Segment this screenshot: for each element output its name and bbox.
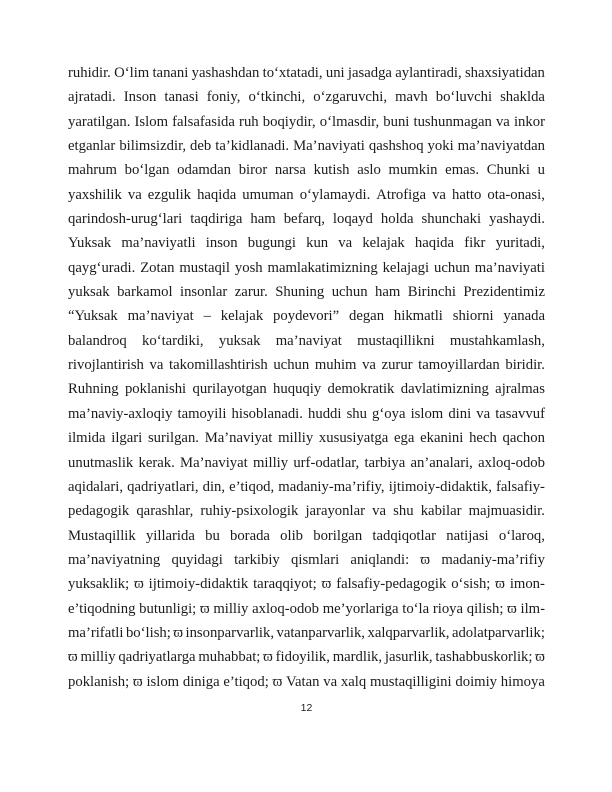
text-line: ilmida ilgari surilgan. Ma’naviyat milliy xususiyatga ega ekanini hech qachon: [68, 430, 545, 447]
text-line: mahrum bo‘lgan odamdan biror narsa kutish aslo mumkin emas. Chunki u: [68, 162, 545, 179]
text-line: unutmaslik kerak. Ma’naviyat milliy urf-odatlar, tarbiya an’analari, axloq-odob: [68, 454, 545, 471]
text-line: ma’naviy-axloqiy tamoyili hisoblanadi. huddi shu g‘oya islom dini va tasavvuf: [68, 405, 545, 422]
text-line: qayg‘uradi. Zotan mustaqil yosh mamlakatimizning kelajagi uchun ma’naviyati: [68, 259, 545, 276]
page-number: 12: [300, 702, 313, 714]
text-line: yaxshilik va ezgulik haqida umuman o‘ylamaydi. Atrofiga va hatto ota-onasi,: [68, 186, 545, 203]
text-line: yuksak barkamol insonlar zarur. Shuning uchun ham Birinchi Prezidentimiz: [68, 284, 545, 301]
text-line: Ruhning poklanishi qurilayotgan huquqiy demokratik davlatimizning ajralmas: [68, 381, 545, 398]
text-line: ϖ milliy qadriyatlarga muhabbat; ϖ fidoyilik, mardlik, jasurlik, tashabbuskorlik; ϖ: [68, 649, 545, 666]
text-line: rivojlantirish va takomillashtirish uchun muhim va zurur tamoyillardan biridir.: [68, 357, 545, 374]
text-line: aqidalari, qadriyatlari, din, e’tiqod, madaniy-ma’rifiy, ijtimoiy-didaktik, falsafiy-: [68, 478, 545, 495]
body-text: [68, 61, 545, 694]
text-line: Mustaqillik yillarida bu borada olib borilgan tadqiqotlar natijasi o‘laroq,: [68, 527, 545, 544]
text-line: “Yuksak ma’naviyat – kelajak poydevori” degan hikmatli shiorni yanada: [68, 308, 545, 325]
text-line: ruhidir. O‘lim tanani yashashdan to‘xtatadi, uni jasadga aylantiradi, shaxsiyatidan: [68, 65, 545, 81]
text-line: ma’rifatli bo‘lish; ϖ insonparvarlik, vatanparvarlik, xalqparvarlik, adolatparvarlik;: [68, 624, 545, 641]
text-line: ma’naviyatning quyidagi tarkibiy qismlari aniqlandi: ϖ madaniy-ma’rifiy: [68, 551, 545, 568]
text-line: qarindosh-urug‘lari taqdiriga ham befarq, loqayd holda shunchaki yashaydi.: [68, 211, 545, 228]
text-line: ajratadi. Inson tanasi foniy, o‘tkinchi, o‘zgaruvchi, mavh bo‘luvchi shaklda: [68, 89, 545, 106]
text-line: etganlar bilimsizdir, deb ta’kidlanadi. Ma’naviyati qashshoq yoki ma’naviyatdan: [68, 138, 545, 155]
text-line: Yuksak ma’naviyatli inson bugungi kun va kelajak haqida fikr yuritadi,: [68, 235, 545, 252]
text-line: e’tiqodning butunligi; ϖ milliy axloq-odob me’yorlariga to‘la rioya qilish; ϖ ilm-: [68, 600, 545, 617]
text-line: yuksaklik; ϖ ijtimoiy-didaktik taraqqiyot; ϖ falsafiy-pedagogik o‘sish; ϖ imon-: [68, 576, 545, 593]
text-line: pedagogik qarashlar, ruhiy-psixologik jarayonlar va shu kabilar majmuasidir.: [68, 503, 545, 520]
text-line: poklanish; ϖ islom diniga e’tiqod; ϖ Vatan va xalq mustaqilligini doimiy himoya: [68, 673, 545, 690]
text-line: yaratilgan. Islom falsafasida ruh boqiydir, o‘lmasdir, buni tushunmagan va inkor: [68, 113, 545, 130]
text-line: balandroq ko‘tardiki, yuksak ma’naviyat mustaqillikni mustahkamlash,: [68, 332, 545, 349]
